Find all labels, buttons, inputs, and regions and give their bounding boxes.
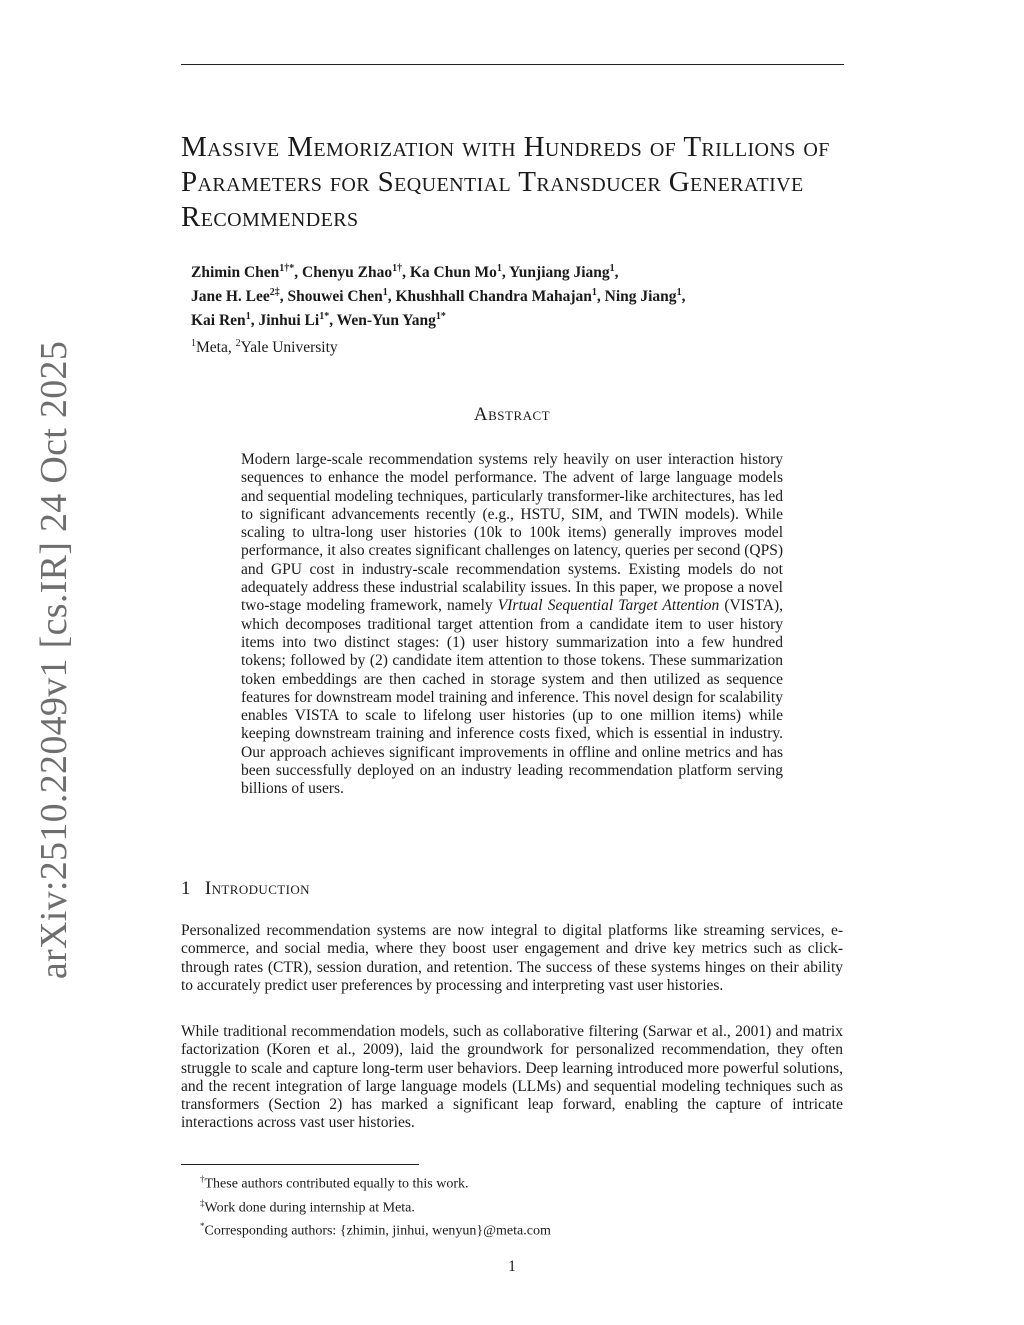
author: Chenyu Zhao$^{1\dagger}$ bbox=[302, 263, 403, 282]
author: Shouwei Chen$^1$ bbox=[287, 287, 388, 306]
arxiv-stamp: arXiv:2510.22049v1 [cs.IR] 24 Oct 2025 bbox=[33, 340, 75, 980]
author: Zhimin Chen$^{1\dagger*}$ bbox=[191, 263, 295, 282]
footnote: †These authors contributed equally to this work. bbox=[200, 1174, 469, 1192]
footnote: ‡Work done during internship at Meta. bbox=[200, 1197, 415, 1216]
footnote-rule bbox=[181, 1164, 419, 1165]
section-heading: 1 Introduction bbox=[181, 878, 310, 899]
author: Ka Chun Mo$^1$ bbox=[409, 263, 502, 282]
page-number: 1 bbox=[508, 1258, 516, 1275]
footnote: *Corresponding authors: {zhimin, jinhui, wenyun}@meta.com bbox=[200, 1221, 551, 1239]
abstract-emphasis: VIrtual Sequential Target Attention bbox=[497, 597, 720, 615]
author: Jinhui $Li^{1*}$ bbox=[258, 311, 330, 330]
footnotes bbox=[200, 1170, 551, 1241]
abstract-heading: Abstract bbox=[473, 404, 551, 425]
body-paragraph: Personalized recommendation systems are now integral to digital platforms like streaming services, e-commerce, and social media, where they boost user engagement and drive key metrics such as click-through rates (CTR), session duration, and retention. The success of these systems hinges on their ability to accurately predict user preferences by processing and interpreting vast user histories. bbox=[181, 922, 843, 994]
author-list: Zhimin Chen$^{1\dagger*}$, Chenyu Zhao$^{1\dagger}$, Ka Chun Mo$^1$, Yunjiang Jiang$^1$, Jane H. Lee$^{2\ddagger}$, Shouwei Chen$^1$, Khushhall Chandra Mahajan$^1$, Ning Jiang$^1$, Kai Ren$^1$, Jinhui $Li^{1*}$, Wen-Yun Yang$^{1*}$ bbox=[191, 263, 686, 330]
abstract-text: Modern large-scale recommendation systems rely heavily on user interaction history sequences to enhance the model performance. The advent of large language models and sequential modeling techniques, particularly transformer-like architectures, has led to significant advancements recently (e.g., HSTU, SIM, and TWIN models). While scaling to ultra-long user histories (10k to 100k items) generally improves model performance, it also creates significant challenges on latency, queries per second (QPS) and GPU cost in industry-scale recommendation systems. Existing models do not adequately address these industrial scalability issues. In this paper, we propose a novel two-stage modeling framework, namely VIrtual Sequential Target Attention (VISTA), which decomposes traditional target attention from a candidate item to user history items into two distinct stages: (1) user history summarization into a few hundred tokens; followed by (2) candidate item attention to those tokens. These summarization token embeddings are then cached in storage system and then utilized as sequence features for downstream model training and inference. This novel design for scalability enables VISTA to scale to lifelong user histories (up to one million items) while keeping downstream training and inference costs fixed, which is essential in industry. Our approach achieves significant improvements in offline and online metrics and has been successfully deployed on an industry leading recommendation platform serving billions of users. bbox=[241, 451, 783, 798]
paper-title: Massive Memorization with Hundreds of Trillions of Parameters for Sequential Transducer Generative Recommenders bbox=[181, 131, 830, 233]
author: Ning Jiang$^1$ bbox=[604, 287, 682, 306]
author: Kai Ren$^1$ bbox=[191, 311, 251, 330]
author: Wen-Yun Yang$^{1*}$ bbox=[336, 311, 446, 330]
body-paragraph: While traditional recommendation models, such as collaborative filtering (Sarwar et al., 2001) and matrix factorization (Koren et al., 2009), laid the groundwork for personalized recommendation, they often struggle to scale and capture long-term user behaviors. Deep learning introduced more powerful solutions, and the recent integration of large language models (LLMs) and sequential modeling techniques such as transformers (Section 2) has marked a significant leap forward, enabling the capture of intricate interactions across vast user histories. bbox=[181, 1023, 843, 1132]
affiliations: $^1$Meta, $^2$Yale University bbox=[191, 338, 338, 357]
top-rule bbox=[181, 64, 844, 65]
author: Jane H. Lee$^{2\ddagger}$ bbox=[191, 287, 280, 306]
author: Yunjiang Jiang$^1$ bbox=[509, 263, 615, 282]
author: Khushhall Chandra Mahajan$^1$ bbox=[395, 287, 597, 306]
